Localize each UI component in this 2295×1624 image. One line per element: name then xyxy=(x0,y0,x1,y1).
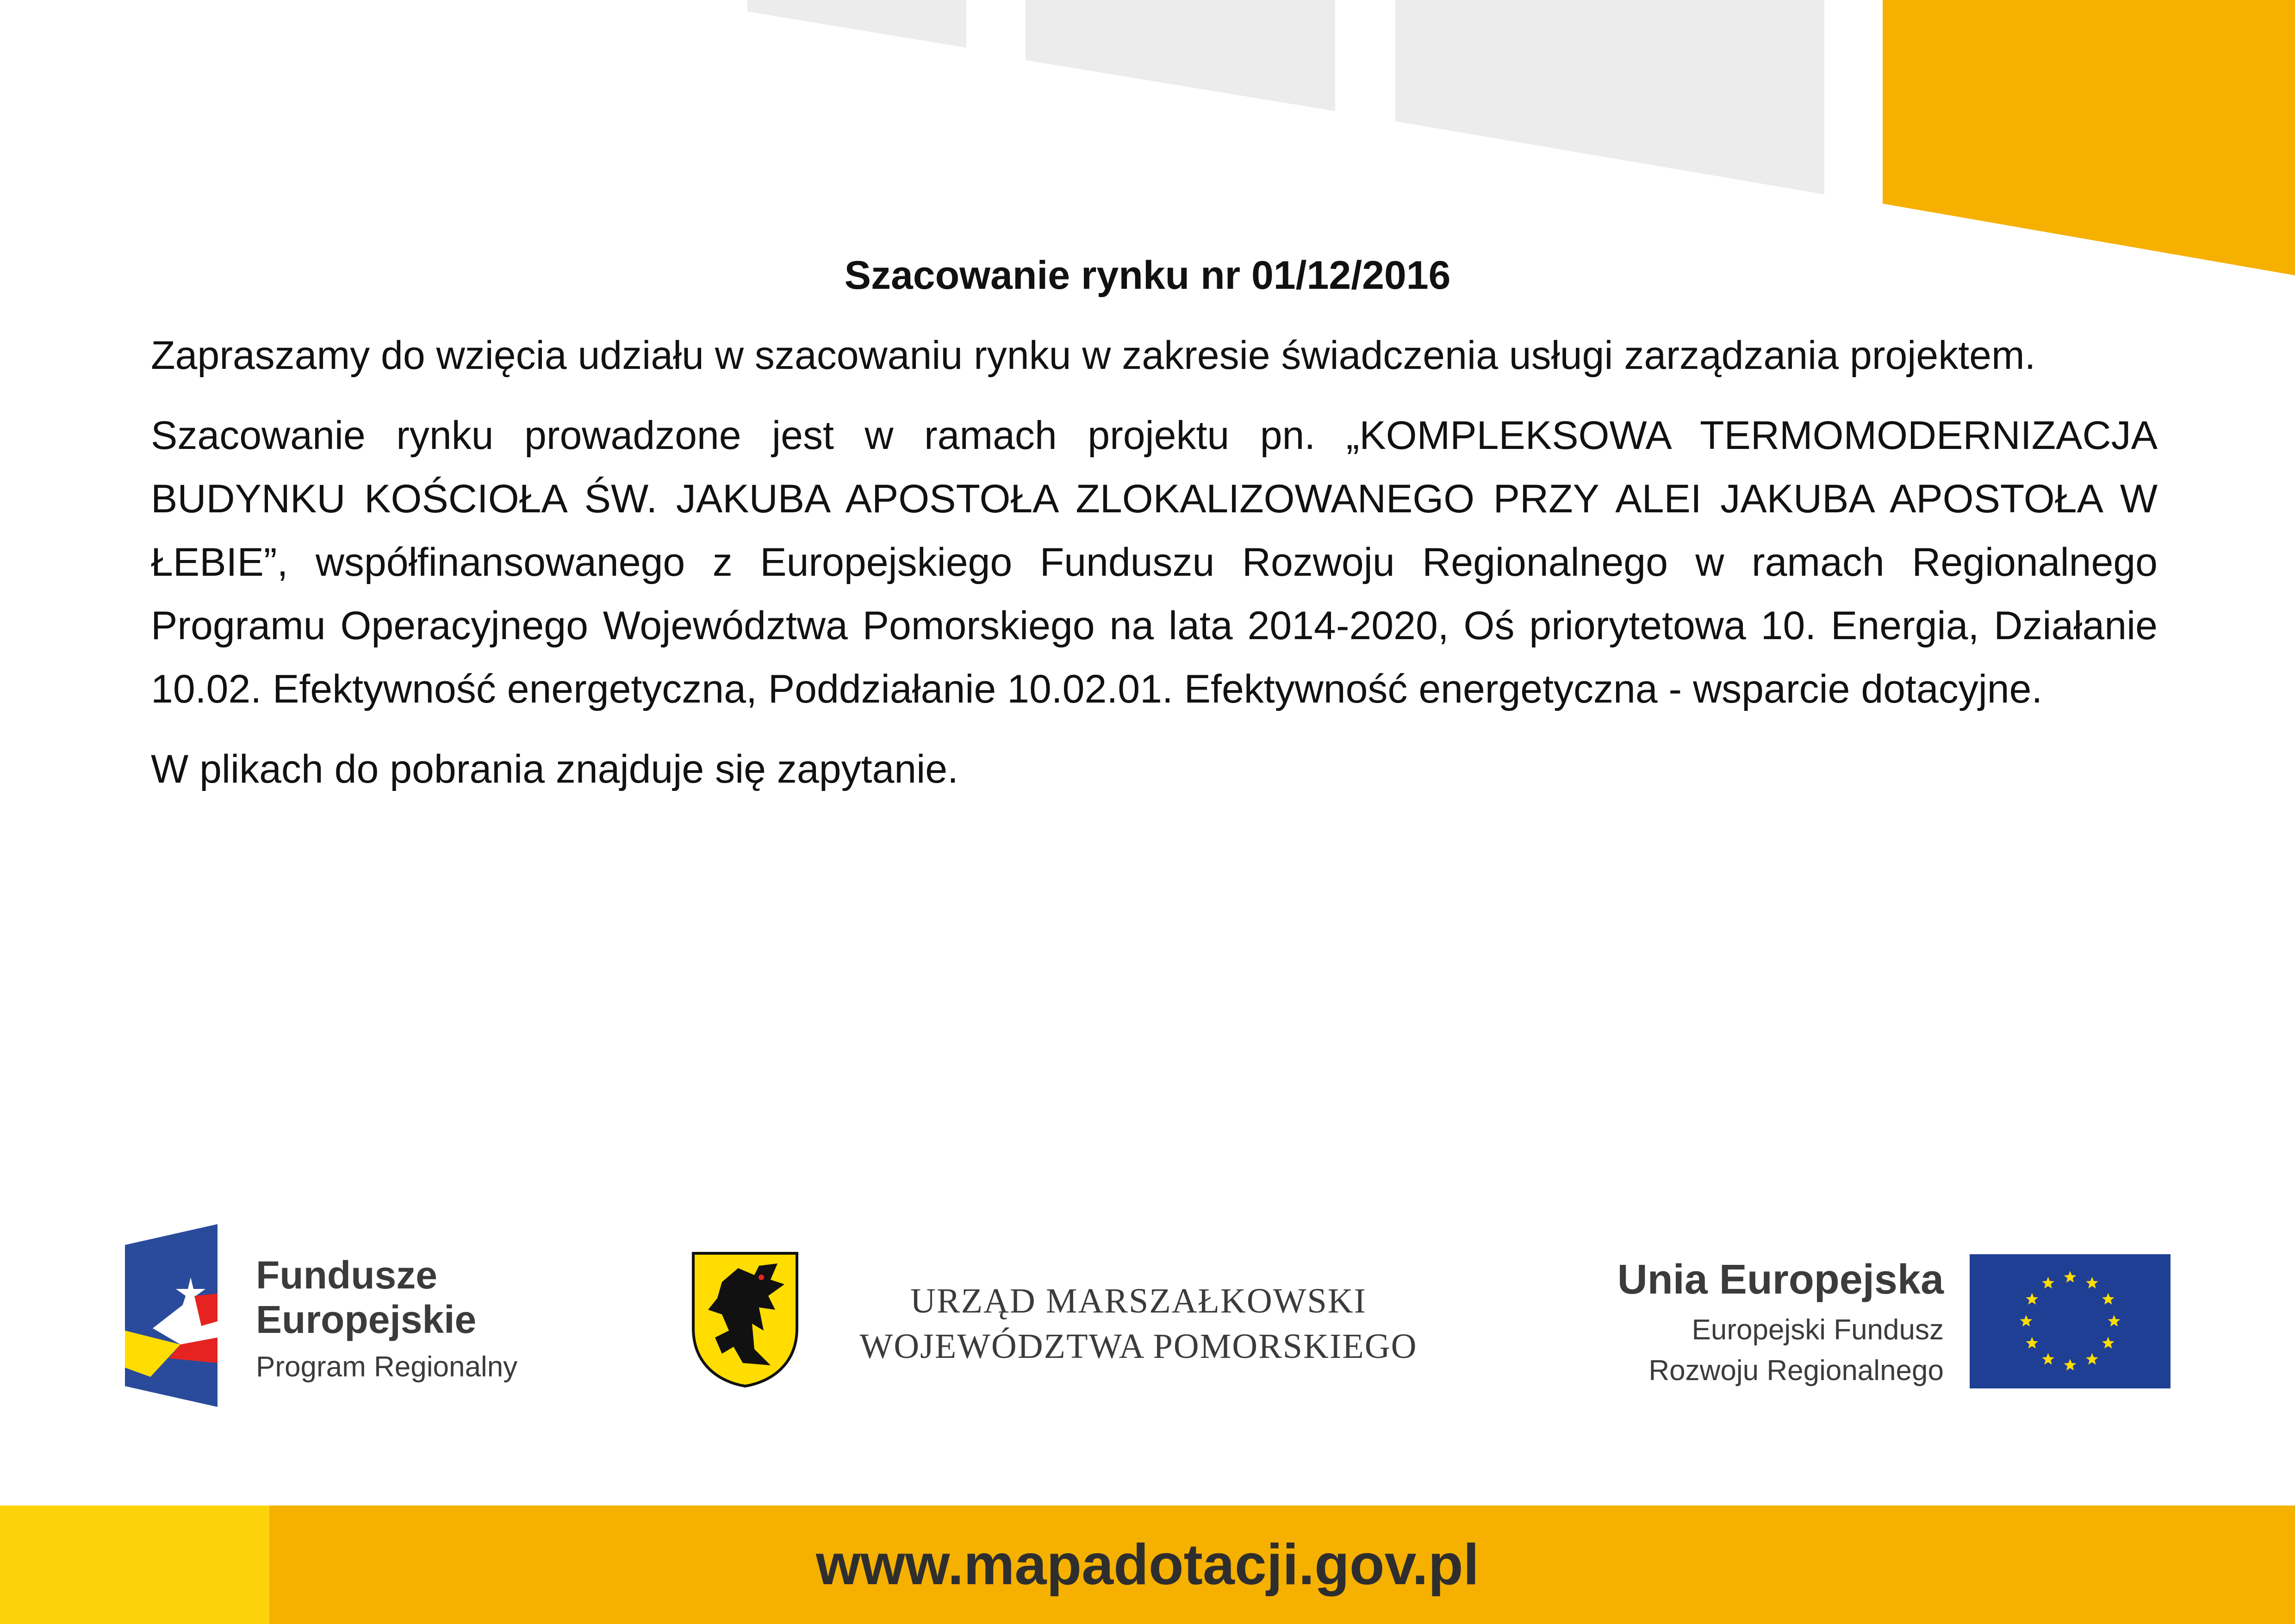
document-body xyxy=(151,324,2158,818)
logo-unia-europejska xyxy=(1555,1250,2171,1398)
footer-bar xyxy=(0,1506,2295,1624)
document-title: Szacowanie rynku nr 01/12/2016 xyxy=(844,253,1451,298)
fundusze-europejskie-star-icon xyxy=(125,1224,218,1407)
urzad-line2: WOJEWÓDZTWA POMORSKIEGO xyxy=(859,1327,1418,1366)
paragraph-download: W plikach do pobrania znajduje się zapytanie. xyxy=(151,747,958,791)
grey-band-2 xyxy=(1026,0,1335,111)
unia-line1: Unia Europejska xyxy=(1617,1257,1944,1303)
logo-urzad-marszalkowski xyxy=(690,1250,1449,1388)
logo-fundusze-europejskie xyxy=(125,1224,588,1409)
unia-line2: Europejski Fundusz xyxy=(1692,1314,1944,1346)
grey-band-1 xyxy=(747,0,966,48)
yellow-corner xyxy=(1883,0,2295,275)
eu-flag-icon xyxy=(1970,1254,2171,1388)
urzad-line1: URZĄD MARSZAŁKOWSKI xyxy=(910,1282,1367,1320)
footer-website-link[interactable]: www.mapadotacji.gov.pl xyxy=(815,1533,1480,1597)
grey-band-3 xyxy=(1395,0,1824,194)
paragraph-invitation: Zapraszamy do wzięcia udziału w szacowaniu rynku w zakresie świadczenia usługi zarządzania projektem. xyxy=(151,333,2036,378)
fundusze-line1: Fundusze xyxy=(256,1253,437,1297)
fundusze-line3: Program Regionalny xyxy=(256,1351,518,1383)
pomorskie-griffin-crest-icon xyxy=(690,1250,801,1388)
unia-line3: Rozwoju Regionalnego xyxy=(1648,1355,1944,1387)
paragraph-project: Szacowanie rynku prowadzone jest w ramach projektu pn. „KOMPLEKSOWA TERMOMODERNIZACJA BUDYNKU KOŚCIOŁA ŚW. JAKUBA APOSTOŁA ZLOKALIZOWANEGO PRZY ALEI JAKUBA APOSTOŁA W ŁEBIE”, współfinansowanego z Europejskiego Funduszu Rozwoju Regionalnego w ramach Regionalnego Programu Operacyjnego Województwa Pomorskiego na lata 2014-2020, Oś priorytetowa 10. Energia, Działanie 10.02. Efektywność energetyczna, Poddziałanie 10.02.01. Efektywność energetyczna - wsparcie dotacyjne. xyxy=(151,413,2158,711)
fundusze-line2: Europejskie xyxy=(256,1298,477,1341)
